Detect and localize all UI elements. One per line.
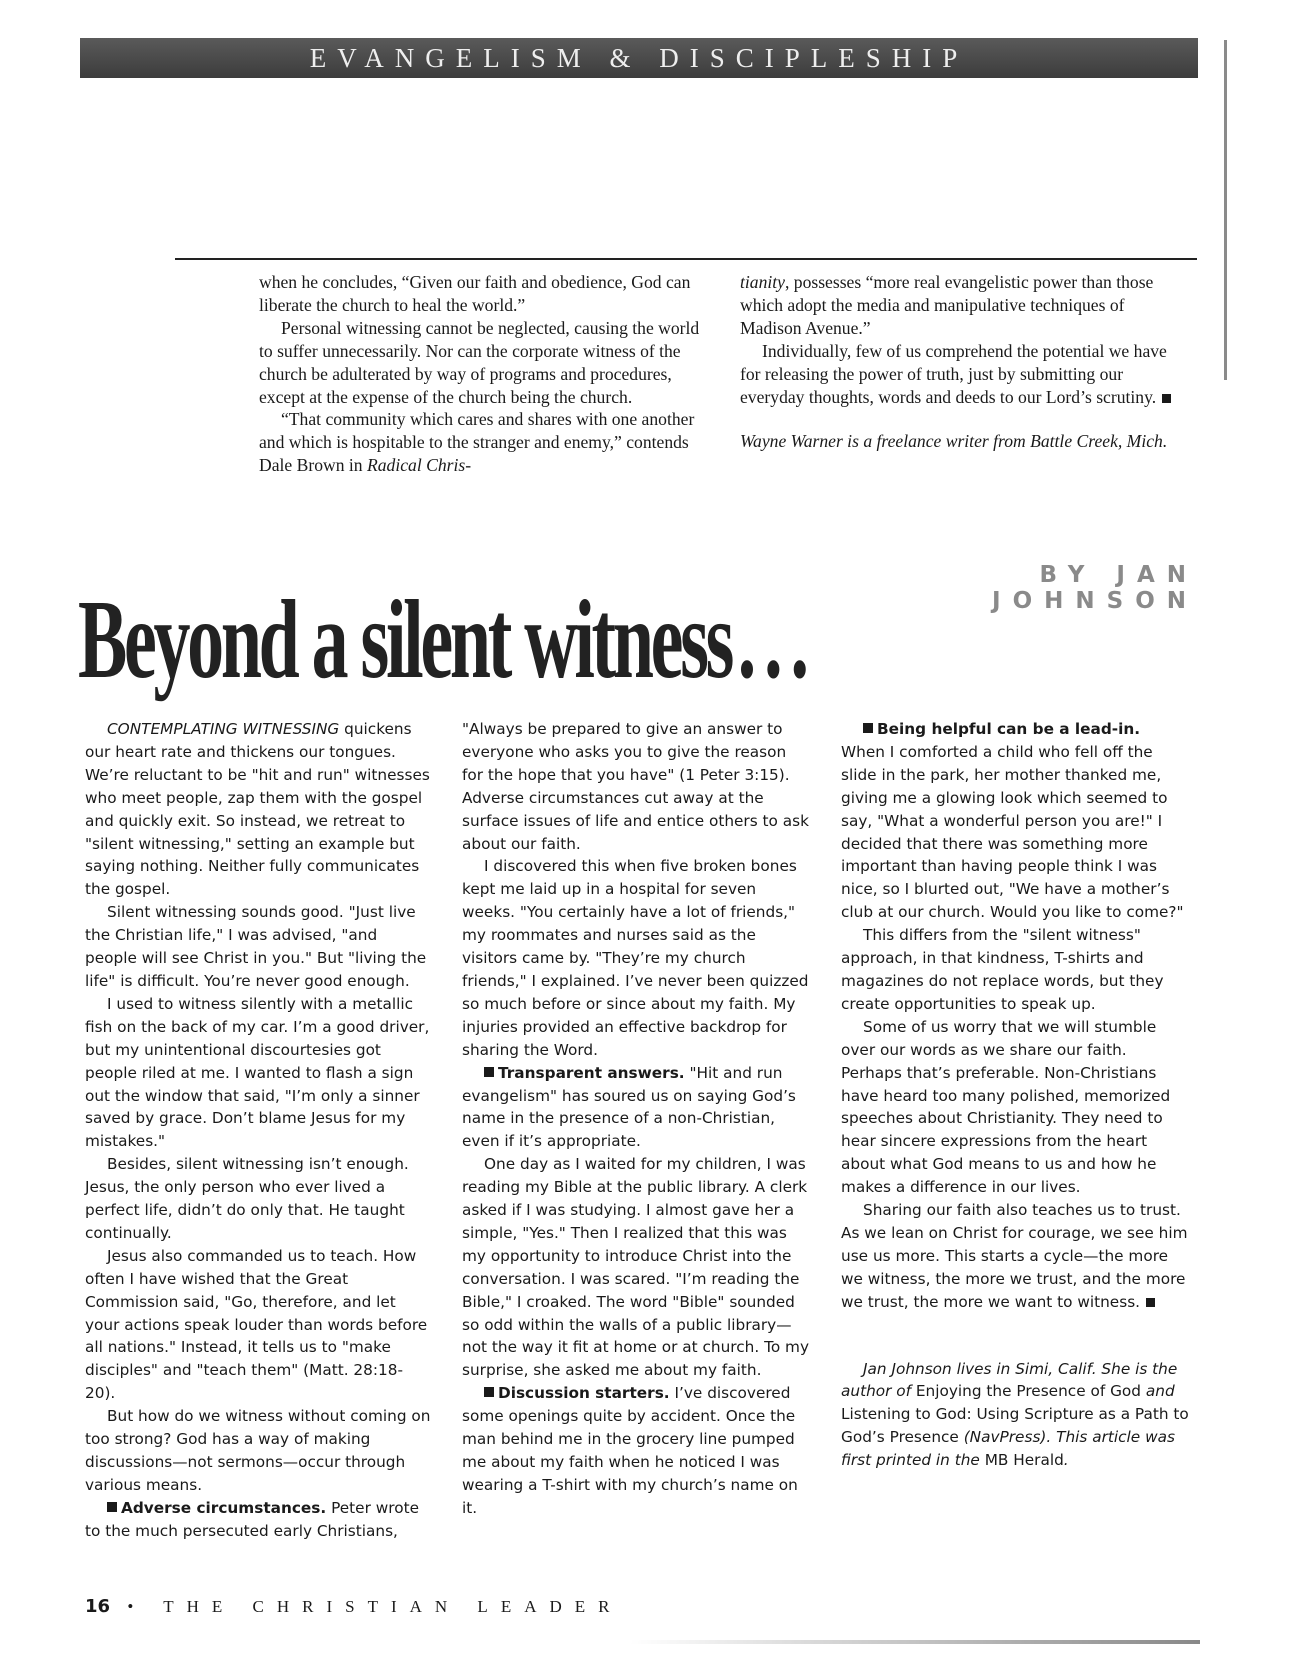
article-paragraph: Besides, silent witnessing isn’t enough. Jesus, the only person who ever lived a perfect life, didn’t do only that. He taught continually. — [85, 1155, 409, 1242]
section-bullet — [484, 1067, 494, 1077]
prev-paragraph-text: , possesses “more real evangelistic power than those which adopt the media and manipulative techniques of Madison Avenue.” — [740, 272, 1154, 338]
article-paragraph: Transparent answers. "Hit and run evangelism" has soured us on saying God’s name in the presence of a non-Christian, even if it’s appropriate. — [462, 1063, 796, 1151]
subhead: Discussion starters. — [498, 1384, 670, 1403]
book-title-cont: tianity — [740, 272, 785, 292]
footer-separator: • — [127, 1597, 147, 1616]
prev-paragraph-text: “That community which cares and shares with one another and which is hospitable to the stranger and enemy,” contends Dale Brown in — [259, 409, 695, 476]
subhead: Adverse circumstances. — [121, 1498, 327, 1517]
article-paragraph: Adverse circumstances. Peter wrote to the much persecuted early Christians, — [85, 1498, 419, 1540]
page-edge-shadow — [1224, 40, 1227, 380]
subhead: Transparent answers. — [498, 1063, 685, 1082]
article-paragraph: I used to witness silently with a metallic fish on the back of my car. I’m a good driver, but my unintentional discourtesies got people riled at me. I wanted to flash a sign out the window that said, "I’m only a sinner saved by grace. Don’t blame Jesus for my mistakes." — [85, 994, 430, 1151]
prev-article-left-column — [259, 271, 709, 477]
publication-name: THE CHRISTIAN LEADER — [163, 1597, 623, 1616]
footer-rule — [630, 1640, 1200, 1644]
top-rule — [175, 258, 1197, 260]
prev-paragraph: when he concludes, “Given our faith and obedience, God can liberate the church to heal the world.” — [259, 272, 691, 315]
end-mark — [1146, 1298, 1155, 1307]
article-paragraph: Jesus also commanded us to teach. How often I have wished that the Great Commission said, "Go, therefore, and let your actions speak louder than words before all nations." Instead, it tells us to "make disciples" and "teach them" (Matt. 28:18-20). — [85, 1246, 428, 1403]
article-column-2 — [462, 718, 810, 1520]
byline: BY JAN JOHNSON — [992, 562, 1198, 614]
article-paragraph: "Always be prepared to give an answer to everyone who asks you to give the reason for the hope that you have" (1 Peter 3:15). Adverse circumstances cut away at the surface issues of life and entice others to ask about our faith. — [462, 720, 809, 853]
article-paragraph: This differs from the "silent witness" approach, in that kindness, T-shirts and magazines do not replace words, but they create opportunities to speak up. — [841, 926, 1164, 1013]
section-title: EVANGELISM & DISCIPLESHIP — [309, 43, 969, 73]
article-paragraph: Some of us worry that we will stumble over our words as we share our faith. Perhaps that’s preferable. Non-Christians have heard too many polished, memorized speeches about Christianity. They need to hear sincere expressions from the heart about what God means to us and how he makes a difference in our lives. — [841, 1017, 1171, 1197]
article-paragraph: I discovered this when five broken bones kept me laid up in a hospital for seven weeks. "You certainly have a lot of friends," my roommates and nurses said as the visitors came by. "They’re my church friends," I explained. I’ve never been quizzed so much before or since about my faith. My injuries provided an effective backdrop for sharing the Word. — [462, 857, 809, 1059]
article-paragraph: Sharing our faith also teaches us to trust. As we lean on Christ for courage, we see him use us more. This starts a cycle—the more we witness, the more we trust, and the more we trust, the more we want to witness. — [841, 1201, 1188, 1311]
article-paragraph: Silent witnessing sounds good. "Just live the Christian life," I was advised, "and people will see Christ in you." But "living the life" is difficult. You’re never good enough. — [85, 903, 427, 990]
prev-paragraph: Individually, few of us comprehend the potential we have for releasing the power of truth, just by submitting our everyday thoughts, words and deeds to our Lord’s scrutiny. — [740, 340, 1190, 409]
page-footer — [85, 1596, 622, 1617]
prev-paragraph — [740, 271, 1190, 340]
headline-ellipsis: ... — [737, 578, 817, 702]
page-number: 16 — [85, 1596, 111, 1617]
end-mark — [1162, 394, 1171, 403]
subhead: Being helpful can be a lead-in. — [877, 720, 1141, 738]
prev-paragraph: Personal witnessing cannot be neglected, causing the world to suffer unnecessarily. Nor can the corporate witness of the church be adulterated by way of programs and procedures, except at the expense of the church being the church. — [259, 317, 700, 407]
article-column-3 — [841, 718, 1189, 1472]
prev-article-right-column — [740, 271, 1190, 453]
headline — [78, 578, 817, 702]
prev-author-bio: Wayne Warner is a freelance writer from Battle Creek, Mich. — [740, 431, 1168, 452]
article-paragraph: But how do we witness without coming on too strong? God has a way of making discussions—not sermons—occur through various means. — [85, 1407, 431, 1494]
section-bullet — [863, 723, 873, 733]
article-paragraph: CONTEMPLATING WITNESSING quickens our heart rate and thickens our tongues. We’re reluctant to be "hit and run" witnesses who meet people, zap them with the gospel and quickly exit. So instead, we retreat to "silent witnessing," setting an example but saying nothing. Neither fully communicates the gospel. — [85, 720, 430, 899]
headline-text: Beyond a silent witness — [78, 578, 732, 702]
book-title: Radical Chris- — [367, 455, 472, 476]
prev-paragraph — [259, 408, 709, 477]
section-bullet — [484, 1387, 494, 1397]
article-paragraph: One day as I waited for my children, I was reading my Bible at the public library. A clerk asked if I was studying. I almost gave her a simple, "Yes." Then I realized that this was my opportunity to introduce Christ into the conversation. I was scared. "I’m reading the Bible," I croaked. The word "Bible" sounded so odd within the walls of a public library—not the way it fit at home or at church. To my surprise, she asked me about my faith. — [462, 1155, 809, 1380]
section-banner — [80, 38, 1198, 78]
author-bio: Jan Johnson lives in Simi, Calif. She is the author of Enjoying the Presence of God and Listening to God: Using Scripture as a Path to God’s Presence (NavPress). This article was first printed in the MB Herald. — [841, 1359, 1189, 1470]
article-column-1 — [85, 718, 433, 1543]
lead-in: CONTEMPLATING WITNESSING — [107, 720, 340, 738]
section-bullet — [107, 1502, 117, 1512]
article-paragraph — [841, 718, 1189, 741]
article-paragraph: When I comforted a child who fell off the slide in the park, her mother thanked me, giving me a glowing look which seemed to say, "What a wonderful person you are!" I decided that there was something more important than having people think I was nice, so I blurted out, "We have a mother’s club at our church. Would you like to come?" — [841, 742, 1184, 922]
article-paragraph: Discussion starters. I’ve discovered some openings quite by accident. Once the man behind me in the grocery line pumped me about my faith when he noticed I was wearing a T-shirt with my church’s name on it. — [462, 1384, 798, 1517]
